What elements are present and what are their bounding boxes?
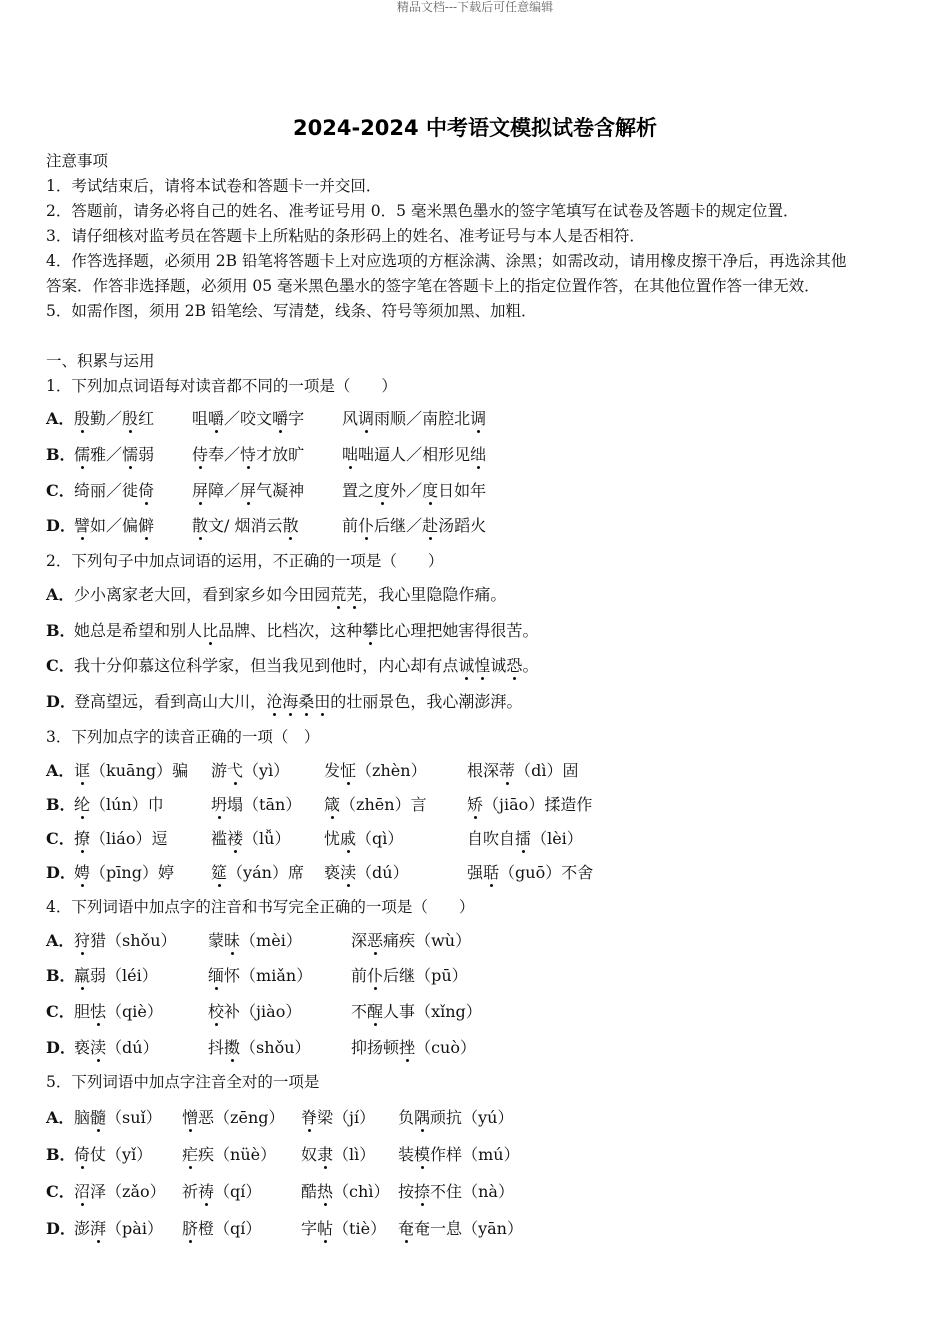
option-text: 奄奄一息（yān） [398, 1219, 523, 1238]
option-text: 脑髓（suǐ） [74, 1108, 162, 1127]
option-text: 负隅顽抗（yú） [398, 1108, 514, 1127]
option-text: 殷勤／殷红 [74, 409, 155, 428]
option-text: 脐橙（qí） [182, 1219, 262, 1238]
option-text: 屏障／屏气凝神 [192, 481, 305, 500]
option-text: 羸弱（léi） [74, 966, 158, 985]
option-label: D． [46, 516, 76, 535]
option-text: 蒙昧（mèi） [208, 931, 302, 950]
option-text: 游弋（yì） [211, 761, 290, 780]
option-text: 奴隶（lì） [301, 1145, 376, 1164]
option-text: 我十分仰慕这位科学家，但当我见到他时，内心却有点诚惶诚恐。 [74, 656, 539, 675]
option-text: 少小离家老大回，看到家乡如今田园荒芜，我心里隐隐作痛。 [74, 585, 507, 604]
option-text: 登高望远，看到高山大川，沧海桑田的壮丽景色，我心潮澎湃。 [74, 692, 523, 711]
option-text: 自吹自擂（lèi） [467, 829, 583, 848]
option-text: 矫（jiāo）揉造作 [467, 795, 593, 814]
option-label: A． [46, 585, 75, 604]
option-text: 强聒（guō）不舍 [467, 863, 594, 882]
question-stem: 5．下列词语中加点字注音全对的一项是 [46, 1073, 320, 1091]
option-label: D． [46, 692, 76, 711]
option-label: D． [46, 1038, 76, 1057]
question-stem: 1．下列加点词语每对读音都不同的一项是（ ） [46, 377, 397, 395]
option-text: 绮丽／徙倚 [74, 481, 155, 500]
option-label: B． [46, 966, 76, 985]
option-text: 澎湃（pài） [74, 1219, 163, 1238]
option-text: 前仆后继（pū） [351, 966, 468, 985]
option-label: B． [46, 621, 76, 640]
notice-item: 答案．作答非选择题，必须用 05 毫米黑色墨水的签字笔在答题卡上的指定位置作答，在其他位置作答一律无效． [46, 277, 820, 295]
option-label: B． [46, 795, 76, 814]
option-text: 亵渎（dú） [324, 863, 409, 882]
option-label: A． [46, 409, 75, 428]
notice-item: 5．如需作图，须用 2B 铅笔绘、写清楚，线条、符号等须加黑、加粗． [46, 302, 537, 320]
option-text: 按捺不住（nà） [398, 1182, 514, 1201]
option-label: C． [46, 1002, 75, 1021]
notice-item: 4．作答选择题，必须用 2B 铅笔将答题卡上对应选项的方框涂满、涂黑；如需改动，请用橡皮擦干净后，再选涂其他 [46, 252, 847, 270]
option-text: 深恶痛疾（wù） [351, 931, 472, 950]
option-text: 坍塌（tān） [211, 795, 302, 814]
option-text: 箴（zhēn）言 [324, 795, 427, 814]
option-text: 祈祷（qí） [182, 1182, 262, 1201]
option-text: 发怔（zhèn） [324, 761, 427, 780]
question-stem: 3．下列加点字的读音正确的一项（ ） [46, 728, 320, 746]
header-watermark: 精品文档---下载后可任意编辑 [396, 0, 554, 14]
option-text: 狩猎（shǒu） [74, 931, 177, 950]
option-text: 酷热（chì） [301, 1182, 390, 1201]
option-text: 她总是希望和别人比品牌、比档次，这种攀比心理把她害得很苦。 [74, 621, 539, 640]
option-text: 疟疾（nüè） [182, 1145, 277, 1164]
option-text: 倚仗（yǐ） [74, 1145, 153, 1164]
option-label: C． [46, 656, 75, 675]
section-heading: 一、积累与运用 [46, 352, 155, 370]
option-text: 胆怯（qiè） [74, 1002, 163, 1021]
option-text: 譬如／偏僻 [74, 516, 155, 535]
option-label: C． [46, 829, 75, 848]
notice-item: 1．考试结束后，请将本试卷和答题卡一并交回． [46, 177, 382, 195]
option-label: A． [46, 761, 75, 780]
option-text: 侍奉／恃才放旷 [192, 445, 305, 464]
option-text: 散文/ 烟消云散 [192, 516, 299, 535]
option-text: 字帖（tiè） [301, 1219, 387, 1238]
option-text: 撩（liáo）逗 [74, 829, 168, 848]
option-text: 纶（lún）巾 [74, 795, 164, 814]
option-text: 脊梁（jí） [301, 1108, 376, 1127]
option-text: 校补（jiào） [208, 1002, 302, 1021]
option-text: 亵渎（dú） [74, 1038, 159, 1057]
option-text: 根深蒂（dì）固 [467, 761, 579, 780]
option-text: 褴褛（lǚ） [211, 829, 291, 848]
option-label: C． [46, 481, 75, 500]
option-text: 咄咄逼人／相形见绌 [342, 445, 487, 464]
question-stem: 4．下列词语中加点字的注音和书写完全正确的一项是（ ） [46, 898, 475, 916]
option-text: 抖擞（shǒu） [208, 1038, 311, 1057]
option-text: 不醒人事（xǐng） [351, 1002, 482, 1021]
option-label: D． [46, 1219, 76, 1238]
notice-heading: 注意事项 [46, 152, 109, 170]
option-text: 诓（kuāng）骗 [74, 761, 189, 780]
option-label: A． [46, 931, 75, 950]
option-text: 咀嚼／咬文嚼字 [192, 409, 305, 428]
option-text: 沼泽（zǎo） [74, 1182, 166, 1201]
question-stem: 2．下列句子中加点词语的运用，不正确的一项是（ ） [46, 552, 444, 570]
option-text: 憎恶（zēng） [182, 1108, 285, 1127]
option-text: 忧戚（qì） [324, 829, 404, 848]
option-label: B． [46, 1145, 76, 1164]
option-text: 装模作样（mú） [398, 1145, 520, 1164]
notice-item: 3．请仔细核对监考员在答题卡上所粘贴的条形码上的姓名、准考证号与本人是否相符． [46, 227, 645, 245]
option-label: C． [46, 1182, 75, 1201]
notice-item: 2．答题前，请务必将自己的姓名、准考证号用 0．5 毫米黑色墨水的签字笔填写在试卷及答题卡的规定位置． [46, 202, 799, 220]
option-text: 筵（yán）席 [211, 863, 304, 882]
option-label: D． [46, 863, 76, 882]
option-text: 缅怀（miǎn） [208, 966, 313, 985]
option-text: 置之度外／度日如年 [342, 481, 487, 500]
option-text: 风调雨顺／南腔北调 [342, 409, 487, 428]
option-text: 抑扬顿挫（cuò） [351, 1038, 477, 1057]
option-text: 儒雅／懦弱 [74, 445, 155, 464]
option-label: B． [46, 445, 76, 464]
page-title: 2024-2024 中考语文模拟试卷含解析 [293, 116, 657, 140]
option-label: A． [46, 1108, 75, 1127]
option-text: 娉（pīng）婷 [74, 863, 174, 882]
option-text: 前仆后继／赴汤蹈火 [342, 516, 487, 535]
